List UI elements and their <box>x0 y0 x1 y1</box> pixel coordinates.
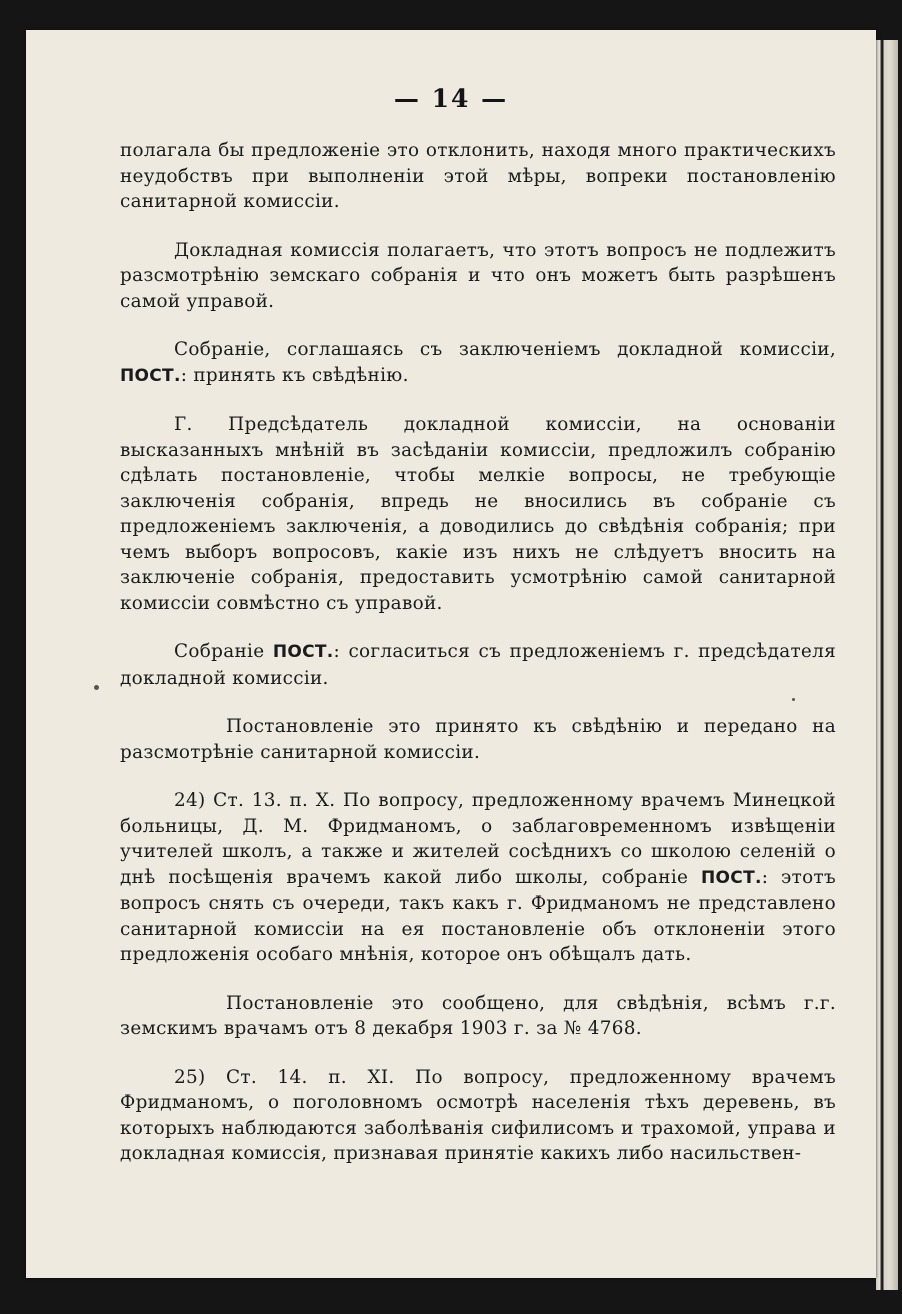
ink-speck <box>792 698 795 701</box>
paragraph-8: Постановленіе это сообщено, для свѣдѣнія, всѣмъ г.г. земскимъ врачамъ отъ 8 декабря 1903 г. за № 4768. <box>120 992 836 1039</box>
paragraph-7-before: 24) Ст. 13. п. X. По вопросу, предложенному врачемъ Минецкой больницы, Д. М. Фридманомъ, о заблаговременномъ извѣщеніи учителей школъ, а также и жителей сосѣднихъ со школою селеній о днѣ посѣщенія врачемъ какой либо школы, собраніе <box>120 790 836 888</box>
paragraph-2: Докладная комиссія полагаетъ, что этотъ вопросъ не подлежитъ разсмотрѣнію земскаго собранія и что онъ можетъ быть разрѣшенъ самой управой. <box>120 239 836 312</box>
paragraph-5-before: Собраніе <box>174 641 273 662</box>
paragraph-5-after: : согласиться съ предложеніемъ г. предсѣдателя докладной комиссіи. <box>120 641 836 689</box>
decision-label: ПОСТ. <box>120 365 181 386</box>
paragraph-1: полагала бы предложеніе это отклонить, находя много практическихъ неудобствъ при выполненіи этой мѣры, вопреки постановленію санитарной комиссіи. <box>120 140 836 212</box>
paragraph-9: 25) Ст. 14. п. XI. По вопросу, предложенному врачемъ Фридманомъ, о поголовномъ осмотрѣ населенія тѣхъ деревень, въ которыхъ наблюдаются заболѣванія сифилисомъ и трахомой, управа и докладная комиссія, признавая принятіе какихъ либо насильствен- <box>120 1066 836 1164</box>
page-number: — 14 — <box>393 84 509 113</box>
document-page <box>26 30 876 1278</box>
paragraph-4: Г. Предсѣдатель докладной комиссіи, на основаніи высказанныхъ мнѣній въ засѣданіи комиссіи, предложилъ собранію сдѣлать постановленіе, чтобы мелкіе вопросы, не требующіе заключенія собранія, впредь не вносились въ собраніе съ предложеніемъ заключенія, а доводились до свѣдѣнія собранія; при чемъ выборъ вопросовъ, какіе изъ нихъ не слѣдуетъ вносить на заключеніе собранія, предоставить усмотрѣнію самой санитарной комиссіи совмѣстно съ управой. <box>120 414 836 614</box>
paragraph-5 <box>120 639 836 691</box>
decision-label: ПОСТ. <box>272 642 334 662</box>
ink-speck <box>94 685 99 690</box>
decision-label: ПОСТ. <box>701 867 762 888</box>
paragraph-6: Постановленіе это принято къ свѣдѣнію и передано на разсмотрѣніе санитарной комиссіи. <box>120 716 836 763</box>
page-edge <box>876 40 898 1290</box>
paragraph-7-after: : этотъ вопросъ снять съ очереди, такъ какъ г. Фридманомъ не представлено санитарной комиссіи на ея постановленіе объ отклоненіи этого предложенія особаго мнѣнія, которое онъ обѣщалъ дать. <box>120 866 836 965</box>
paragraph-3 <box>120 337 836 389</box>
paragraph-7 <box>120 788 836 968</box>
paragraph-3-after: : принять къ свѣдѣнію. <box>180 364 409 386</box>
body-text <box>120 138 836 1167</box>
paragraph-3-before: Собраніе, соглашаясь съ заключеніемъ докладной комиссіи, <box>174 339 836 360</box>
